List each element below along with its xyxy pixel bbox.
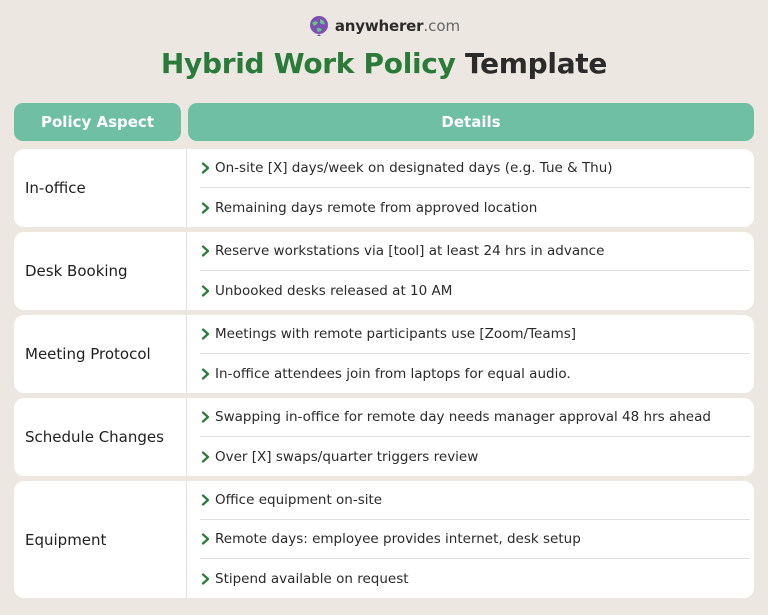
detail-text: Over [X] swaps/quarter triggers review <box>215 448 479 465</box>
globe-pin-logo-icon <box>308 15 330 37</box>
policy-row-equipment <box>14 481 754 598</box>
detail-item <box>200 520 750 559</box>
detail-text: Stipend available on request <box>215 570 409 587</box>
title-accent: Hybrid Work Policy <box>160 47 456 80</box>
chevron-right-icon <box>200 494 212 506</box>
chevron-right-icon <box>200 533 212 545</box>
title-rest: Template <box>465 47 608 80</box>
column-header-aspect: Policy Aspect <box>14 103 181 141</box>
brand-tld: .com <box>423 17 461 35</box>
policy-row-schedule-changes <box>14 398 754 476</box>
row-aspect-label: In-office <box>25 179 86 197</box>
detail-item <box>200 188 750 227</box>
row-aspect-label: Meeting Protocol <box>25 345 151 363</box>
detail-item <box>200 232 750 271</box>
chevron-right-icon <box>200 411 212 423</box>
chevron-right-icon <box>200 202 212 214</box>
row-aspect-label: Schedule Changes <box>25 428 164 446</box>
brand-name: anywherer <box>334 17 424 35</box>
detail-text: Meetings with remote participants use [Zoom/Teams] <box>215 326 577 342</box>
detail-text: In-office attendees join from laptops for equal audio. <box>215 365 571 382</box>
row-divider <box>186 232 187 310</box>
row-divider <box>186 398 187 476</box>
chevron-right-icon <box>200 162 212 174</box>
policy-row-desk-booking <box>14 232 754 310</box>
detail-item <box>200 398 750 437</box>
detail-item <box>200 481 750 520</box>
row-divider <box>186 149 187 227</box>
detail-text: Reserve workstations via [tool] at least 24 hrs in advance <box>215 243 605 259</box>
row-aspect-label: Equipment <box>25 530 107 549</box>
row-details <box>200 315 750 393</box>
row-divider <box>186 481 187 598</box>
chevron-right-icon <box>200 368 212 380</box>
detail-text: Unbooked desks released at 10 AM <box>215 282 453 299</box>
row-aspect-label: Desk Booking <box>25 262 128 280</box>
detail-item <box>200 354 750 393</box>
row-divider <box>186 315 187 393</box>
row-details <box>200 398 750 476</box>
chevron-right-icon <box>200 328 212 340</box>
chevron-right-icon <box>200 451 212 463</box>
column-header-details: Details <box>188 103 754 141</box>
detail-item <box>200 271 750 310</box>
detail-text: Remote days: employee provides internet, desk setup <box>215 531 581 547</box>
chevron-right-icon <box>200 245 212 257</box>
row-details <box>200 149 750 227</box>
row-details <box>200 481 750 598</box>
policy-row-in-office <box>14 149 754 227</box>
detail-text: Office equipment on-site <box>215 492 383 508</box>
chevron-right-icon <box>200 573 212 585</box>
page-title <box>0 47 768 80</box>
detail-item <box>200 437 750 476</box>
policy-row-meeting-protocol <box>14 315 754 393</box>
brand <box>0 15 768 37</box>
chevron-right-icon <box>200 285 212 297</box>
detail-item <box>200 149 750 188</box>
detail-text: On-site [X] days/week on designated days (e.g. Tue & Thu) <box>215 160 613 176</box>
row-details <box>200 232 750 310</box>
detail-item <box>200 315 750 354</box>
detail-text: Swapping in-office for remote day needs manager approval 48 hrs ahead <box>215 409 711 425</box>
detail-item <box>200 559 750 598</box>
detail-text: Remaining days remote from approved location <box>215 199 538 216</box>
